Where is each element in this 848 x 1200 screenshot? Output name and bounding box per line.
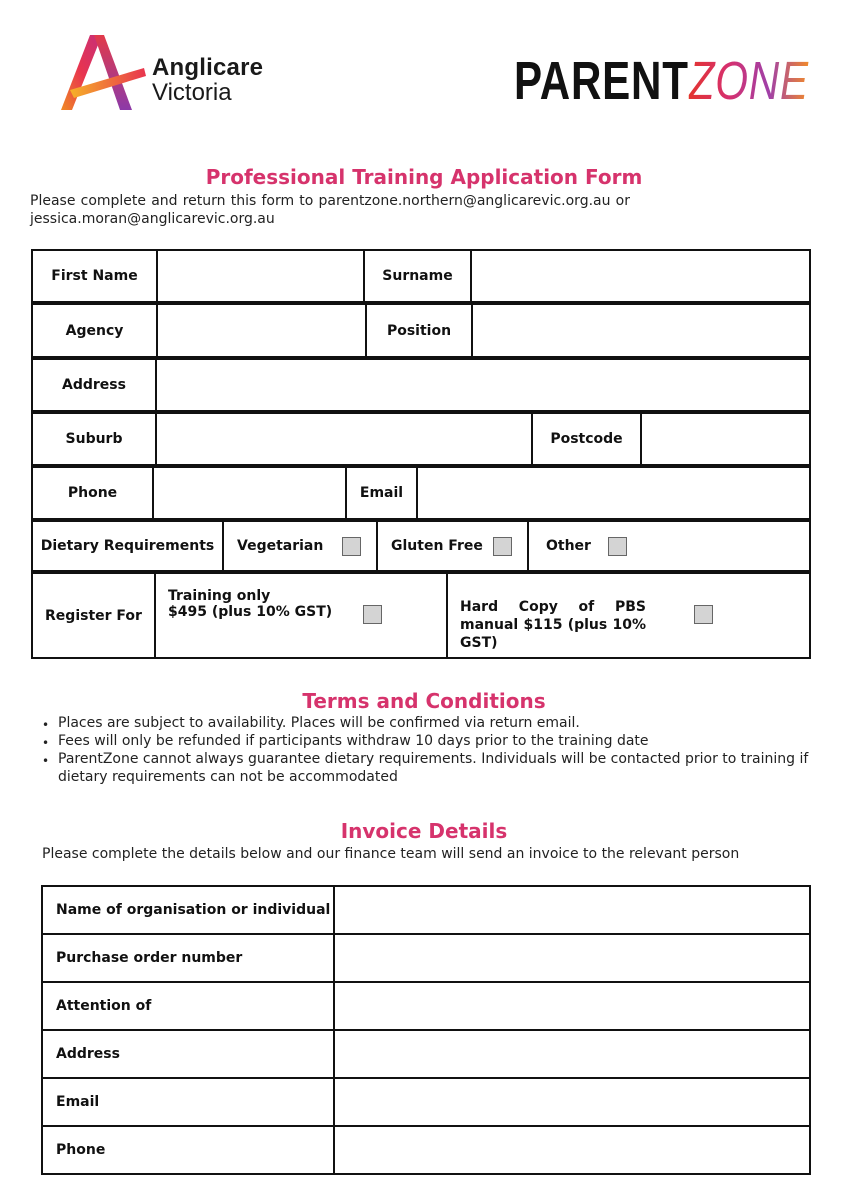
invoice-org-field[interactable] <box>333 885 811 935</box>
invoice-email-label: Email <box>56 1094 100 1110</box>
suburb-label-cell <box>31 412 157 466</box>
terms-item: • Places are subject to availability. Places will be confirmed via return email. <box>42 714 812 732</box>
invoice-po-field[interactable] <box>333 933 811 983</box>
phone-field[interactable] <box>152 466 347 520</box>
anglicare-wordmark <box>152 56 263 105</box>
invoice-intro: Please complete the details below and our finance team will send an invoice to the relevant person <box>42 846 740 862</box>
postcode-field[interactable] <box>640 412 811 466</box>
surname-field[interactable] <box>470 249 811 303</box>
form-intro: Please complete and return this form to parentzone.northern@anglicarevic.org.au or jessica.moran@anglicarevic.org.au <box>30 193 630 227</box>
vegetarian-cell <box>222 520 378 572</box>
terms-item: • Fees will only be refunded if participants withdraw 10 days prior to the training date <box>42 732 812 750</box>
surname-label-cell <box>363 249 472 303</box>
position-label: Position <box>386 322 452 339</box>
invoice-phone-label: Phone <box>56 1142 106 1158</box>
gluten-free-checkbox[interactable] <box>493 537 512 556</box>
agency-field[interactable] <box>156 303 367 358</box>
other-checkbox[interactable] <box>608 537 627 556</box>
register-for-label: Register For <box>45 607 142 624</box>
invoice-heading: Invoice Details <box>340 819 508 843</box>
invoice-address-field[interactable] <box>333 1029 811 1079</box>
invoice-org-label-cell <box>41 885 335 935</box>
invoice-attention-label: Attention of <box>56 998 152 1014</box>
parentzone-logo <box>514 51 809 111</box>
invoice-email-label-cell <box>41 1077 335 1127</box>
anglicare-wordmark-line1: Anglicare <box>152 54 264 81</box>
training-only-label: Training only <box>168 588 271 604</box>
register-for-label-cell <box>31 572 156 659</box>
vegetarian-label: Vegetarian <box>237 538 324 554</box>
other-label: Other <box>546 538 591 554</box>
position-field[interactable] <box>471 303 811 358</box>
invoice-po-label-cell <box>41 933 335 983</box>
email-label: Email <box>359 485 404 501</box>
hard-copy-checkbox[interactable] <box>694 605 713 624</box>
invoice-address-label: Address <box>56 1046 120 1062</box>
suburb-label: Suburb <box>65 431 123 447</box>
invoice-phone-field[interactable] <box>333 1125 811 1175</box>
training-only-checkbox[interactable] <box>363 605 382 624</box>
parentzone-logo-part2: ZONE <box>688 51 809 111</box>
training-only-price: $495 (plus 10% GST) <box>168 604 333 620</box>
agency-label-cell <box>31 303 158 358</box>
parentzone-logo-part1: PARENT <box>514 51 689 111</box>
terms-list <box>42 714 812 786</box>
email-field[interactable] <box>416 466 811 520</box>
gluten-free-cell <box>376 520 529 572</box>
anglicare-wordmark-line2: Victoria <box>152 79 232 106</box>
suburb-field[interactable] <box>155 412 533 466</box>
postcode-label: Postcode <box>550 431 623 447</box>
gluten-free-label: Gluten Free <box>391 538 483 554</box>
terms-item: • ParentZone cannot always guarantee dietary requirements. Individuals will be contacted prior to training if dietary requirements can not be accommodated <box>42 750 812 786</box>
invoice-attention-label-cell <box>41 981 335 1031</box>
anglicare-logo-mark <box>58 32 150 114</box>
invoice-phone-label-cell <box>41 1125 335 1175</box>
dietary-label-cell <box>31 520 224 572</box>
first-name-label: First Name <box>51 268 138 284</box>
hard-copy-label: Hard Copy of PBS manual $115 (plus 10% GST) <box>460 599 646 651</box>
training-only-cell <box>154 572 448 659</box>
surname-label: Surname <box>382 268 453 284</box>
invoice-email-field[interactable] <box>333 1077 811 1127</box>
address-field[interactable] <box>155 358 811 412</box>
invoice-org-label: Name of organisation or individual <box>56 902 331 918</box>
postcode-label-cell <box>531 412 642 466</box>
phone-label: Phone <box>67 485 118 501</box>
terms-heading: Terms and Conditions <box>302 689 546 713</box>
agency-label: Agency <box>65 322 124 339</box>
phone-label-cell <box>31 466 154 520</box>
hard-copy-cell <box>446 572 811 659</box>
invoice-address-label-cell <box>41 1029 335 1079</box>
address-label: Address <box>62 377 126 393</box>
other-cell <box>527 520 811 572</box>
address-label-cell <box>31 358 157 412</box>
invoice-po-label: Purchase order number <box>56 950 243 966</box>
first-name-label-cell <box>31 249 158 303</box>
vegetarian-checkbox[interactable] <box>342 537 361 556</box>
invoice-attention-field[interactable] <box>333 981 811 1031</box>
dietary-label: Dietary Requirements <box>40 538 215 554</box>
email-label-cell <box>345 466 418 520</box>
first-name-field[interactable] <box>156 249 365 303</box>
position-label-cell <box>365 303 473 358</box>
form-title: Professional Training Application Form <box>205 165 643 189</box>
